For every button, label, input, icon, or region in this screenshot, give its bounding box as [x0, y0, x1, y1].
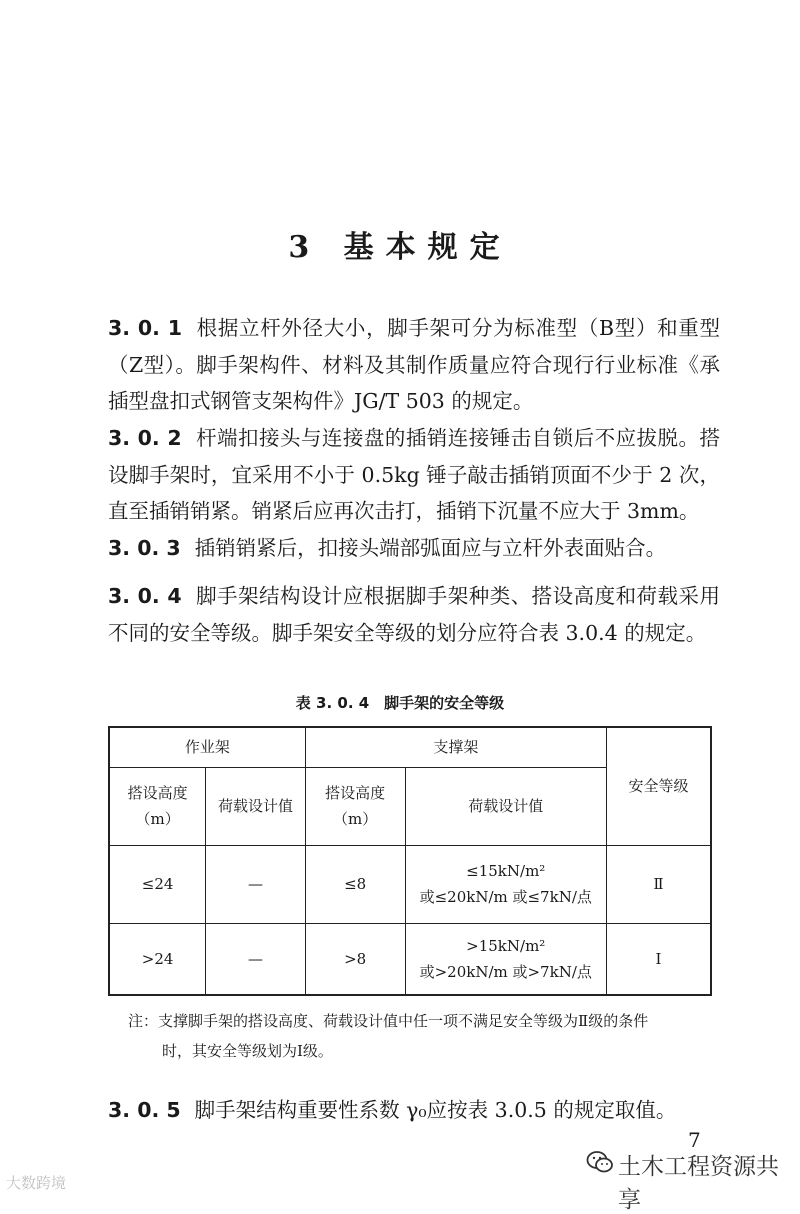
cell-work-load: —	[206, 923, 306, 995]
clause-text: 脚手架结构重要性系数 γ₀应按表 3.0.5 的规定取值。	[194, 1098, 677, 1122]
height-label: 搭设高度	[127, 784, 188, 802]
clause-3-0-1	[108, 310, 720, 420]
cell-support-height: >8	[305, 923, 405, 995]
header-support-height	[305, 767, 405, 845]
clause-text: 杆端扣接头与连接盘的插销连接锤击自锁后不应拔脱。搭设脚手架时，宜采用不小于 0.5kg 锤子敲击插销顶面不少于 2 次，直至插销销紧。销紧后应再次击打，插销下沉量不应大于 3mm。	[108, 426, 720, 523]
cell-work-height: >24	[109, 923, 206, 995]
cell-grade: Ⅰ	[606, 923, 711, 995]
clause-3-0-5	[108, 1092, 720, 1129]
load-line: 或>20kN/m 或>7kN/点	[419, 962, 592, 981]
clause-3-0-2	[108, 420, 720, 530]
header-work-frame: 作业架	[109, 727, 305, 767]
clause-number: 3. 0. 1	[108, 316, 182, 340]
unit-label: （m）	[135, 810, 180, 828]
cell-grade: Ⅱ	[606, 845, 711, 923]
watermark-left: 大数跨境	[6, 1174, 67, 1192]
cell-work-load: —	[206, 845, 306, 923]
clause-3-0-3	[108, 530, 720, 567]
cell-work-height: ≤24	[109, 845, 206, 923]
header-work-load: 荷载设计值	[206, 767, 306, 845]
table-header-row	[109, 727, 711, 767]
header-support-frame: 支撑架	[305, 727, 606, 767]
table-row	[109, 923, 711, 995]
clause-number: 3. 0. 5	[108, 1098, 181, 1122]
header-work-height	[109, 767, 206, 845]
clause-number: 3. 0. 2	[108, 426, 182, 450]
height-label: 搭设高度	[325, 784, 386, 802]
page-number: 7	[688, 1128, 701, 1152]
header-safety-grade: 安全等级	[606, 727, 711, 845]
clause-number: 3. 0. 4	[108, 584, 182, 608]
clause-text: 根据立杆外径大小，脚手架可分为标准型（B型）和重型（Z型）。脚手架构件、材料及其制作质量应符合现行行业标准《承插型盘扣式钢管支架构件》JG/T 503 的规定。	[108, 316, 720, 413]
header-support-load: 荷载设计值	[405, 767, 606, 845]
table-caption: 表 3. 0. 4 脚手架的安全等级	[295, 694, 505, 712]
cell-support-height: ≤8	[305, 845, 405, 923]
watermark-right: 土木工程资源共享	[618, 1154, 779, 1213]
unit-label: （m）	[333, 810, 378, 828]
clause-3-0-4	[108, 578, 720, 651]
cell-support-load	[405, 923, 606, 995]
clause-text: 脚手架结构设计应根据脚手架种类、搭设高度和荷载采用不同的安全等级。脚手架安全等级的划分应符合表 3.0.4 的规定。	[108, 584, 720, 645]
cell-support-load	[405, 845, 606, 923]
clause-text: 插销销紧后，扣接头端部弧面应与立杆外表面贴合。	[194, 536, 667, 560]
note-line: 注：支撑脚手架的搭设高度、荷载设计值中任一项不满足安全等级为Ⅱ级的条件	[128, 1012, 649, 1030]
page-title: 3 基本规定	[288, 230, 512, 265]
load-line: 或≤20kN/m 或≤7kN/点	[419, 888, 592, 906]
clause-number: 3. 0. 3	[108, 536, 181, 560]
load-line: >15kN/m²	[466, 936, 546, 955]
load-line: ≤15kN/m²	[466, 862, 546, 880]
note-line: 时，其安全等级划为Ⅰ级。	[162, 1042, 333, 1060]
safety-grade-table	[108, 726, 712, 996]
table-note	[128, 1006, 718, 1066]
wechat-icon	[586, 1150, 614, 1174]
table-row	[109, 845, 711, 923]
